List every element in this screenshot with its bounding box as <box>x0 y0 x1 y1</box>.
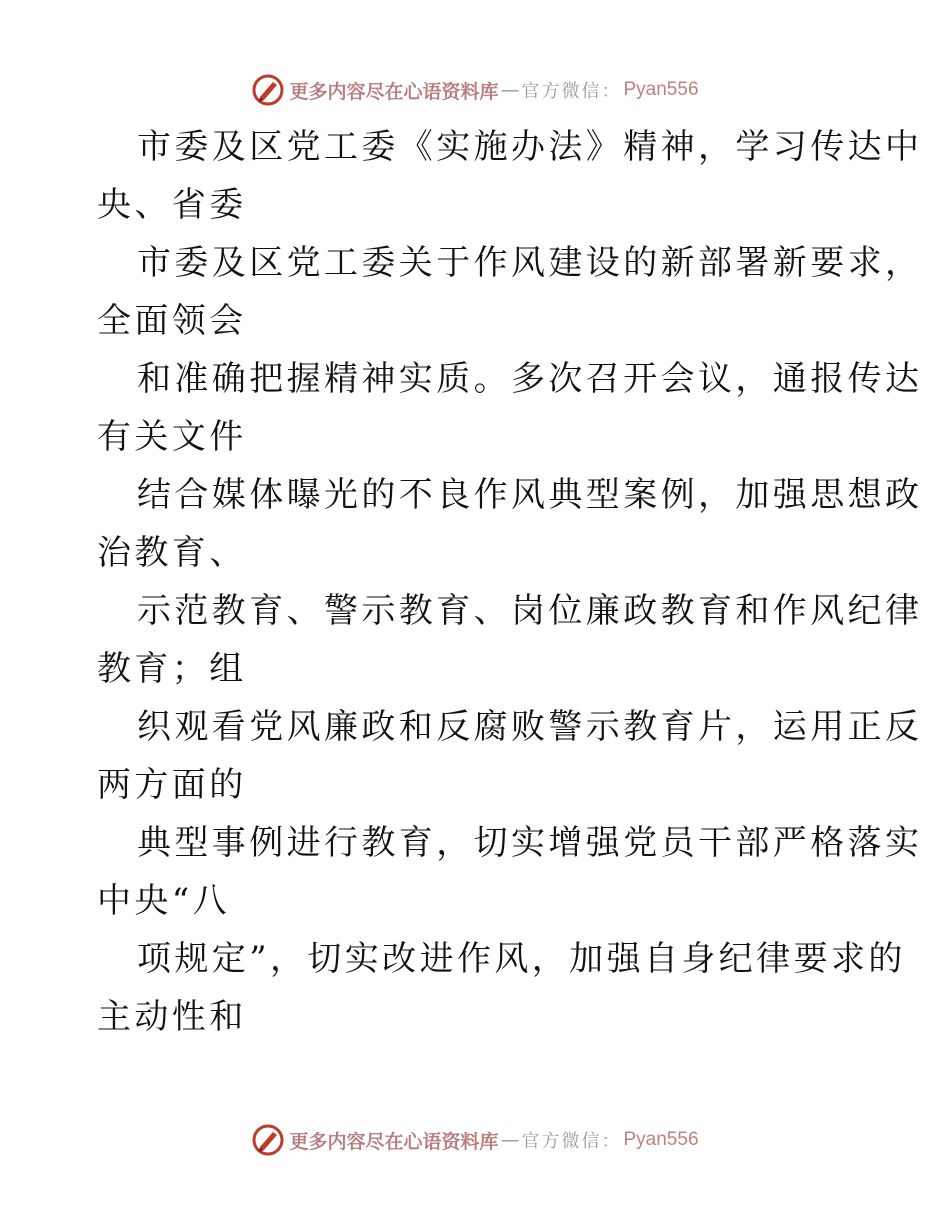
body-line: 结合媒体曝光的不良作风典型案例，加强思想政 <box>137 475 923 515</box>
body-line: 市委及区党工委关于作风建设的新部署新要求， <box>137 243 923 283</box>
footer-brand-text: 更多内容尽在心语资料库 <box>289 1130 499 1153</box>
document-body <box>97 118 923 1046</box>
body-line: 织观看党风廉政和反腐败警示教育片，运用正反 <box>137 707 923 747</box>
body-line: 两方面的 <box>97 765 247 805</box>
body-line: 项规定”，切实改进作风，加强自身纪律要求的 <box>137 939 906 979</box>
body-line: 中央“八 <box>97 881 230 921</box>
red-pen-circle-logo-icon <box>251 73 285 107</box>
header-wechat-label: 官方微信： <box>521 81 622 102</box>
body-line: 典型事例进行教育，切实增强党员干部严格落实 <box>137 823 923 863</box>
red-pen-circle-logo-icon <box>251 1123 285 1157</box>
footer-wechat-label: 官方微信： <box>521 1131 622 1152</box>
body-line: 示范教育、警示教育、岗位廉政教育和作风纪律 <box>137 591 923 631</box>
body-line: 市委及区党工委《实施办法》精神，学习传达中 <box>137 127 923 167</box>
header-separator: — <box>500 79 520 101</box>
header-brand-text: 更多内容尽在心语资料库 <box>289 80 499 103</box>
body-line: 主动性和 <box>97 997 247 1037</box>
body-line: 和准确把握精神实质。多次召开会议，通报传达 <box>137 359 923 399</box>
body-line: 有关文件 <box>97 417 247 457</box>
body-line: 教育；组 <box>97 649 247 689</box>
body-line: 央、省委 <box>97 185 247 225</box>
footer-banner <box>0 1120 950 1160</box>
header-wechat-id: Pyan556 <box>623 79 699 100</box>
footer-separator: — <box>500 1129 520 1151</box>
footer-wechat-id: Pyan556 <box>623 1129 699 1150</box>
body-line: 治教育、 <box>97 533 247 573</box>
body-line: 全面领会 <box>97 301 247 341</box>
header-banner <box>0 70 950 110</box>
